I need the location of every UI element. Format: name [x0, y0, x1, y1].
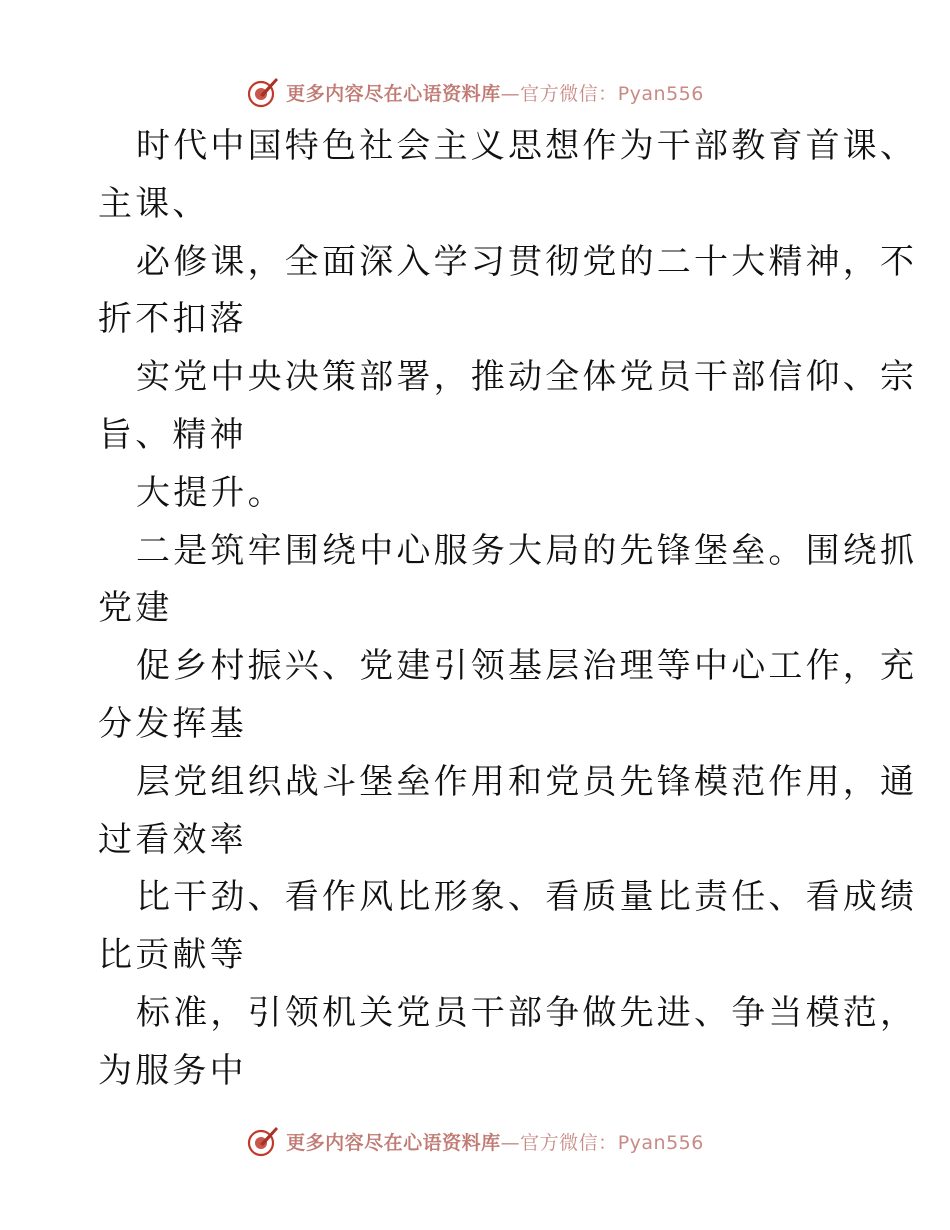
- text-line: 大提升。: [136, 472, 285, 513]
- watermark-site: 更多内容尽在心语资料库: [286, 82, 501, 105]
- text-line: 促乡村振兴、党建引领基层治理等中心工作，充: [136, 646, 918, 687]
- text-line: 必修课，全面深入学习贯彻党的二十大精神，不: [136, 241, 918, 282]
- watermark-text: [286, 79, 704, 106]
- text-line: 分发挥基: [98, 703, 247, 744]
- watermark-wechat-id: Pyan556: [617, 1131, 704, 1154]
- text-line: 层党组织战斗堡垒作用和党员先锋模范作用，通: [136, 761, 918, 802]
- text-line: 比贡献等: [98, 935, 247, 976]
- text-line: 标准，引领机关党员干部争做先进、争当模范，: [136, 992, 918, 1033]
- watermark-text: [286, 1128, 704, 1155]
- text-line: 主课、: [98, 183, 210, 224]
- header-watermark: [0, 72, 950, 112]
- text-line: 为服务中: [98, 1050, 247, 1091]
- text-line: 党建: [98, 588, 173, 629]
- text-line: 时代中国特色社会主义思想作为干部教育首课、: [136, 126, 918, 166]
- watermark-label: 官方微信：: [520, 82, 618, 105]
- document-body: [98, 118, 918, 1101]
- text-line: 折不扣落: [98, 299, 247, 340]
- quill-logo-icon: [246, 75, 280, 109]
- text-line: 过看效率: [98, 819, 247, 860]
- quill-logo-icon: [246, 1124, 280, 1158]
- text-line: 二是筑牢围绕中心服务大局的先锋堡垒。围绕抓: [136, 530, 918, 571]
- footer-watermark: [0, 1121, 950, 1161]
- text-line: 旨、精神: [98, 414, 247, 455]
- text-line: 实党中央决策部署，推动全体党员干部信仰、宗: [136, 357, 918, 398]
- watermark-wechat-id: Pyan556: [617, 82, 704, 105]
- watermark-separator: —: [500, 1131, 521, 1154]
- text-line: 比干劲、看作风比形象、看质量比责任、看成绩: [136, 877, 918, 918]
- watermark-separator: —: [500, 82, 521, 105]
- watermark-site: 更多内容尽在心语资料库: [286, 1131, 501, 1154]
- watermark-label: 官方微信：: [520, 1131, 618, 1154]
